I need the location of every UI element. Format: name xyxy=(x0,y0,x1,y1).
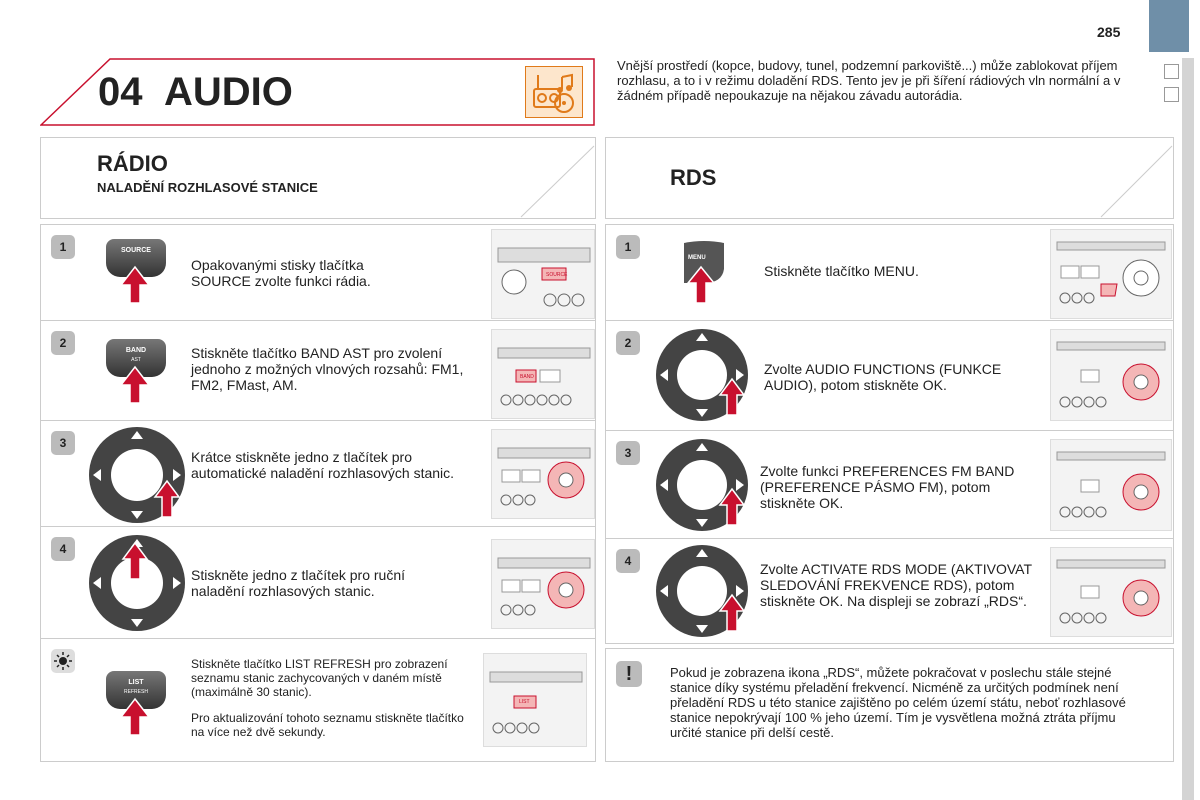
rds-step-3 xyxy=(605,430,1174,540)
step-badge: 1 xyxy=(51,235,75,259)
radio-header-panel xyxy=(40,137,596,219)
rds-step-2 xyxy=(605,320,1174,432)
corner-tab xyxy=(1149,0,1189,52)
press-arrow-icon xyxy=(686,265,716,305)
radio-panel-thumbnail xyxy=(483,653,587,747)
step-badge: 4 xyxy=(616,549,640,573)
step-text: Stiskněte tlačítko MENU. xyxy=(764,263,919,279)
step-text: Stiskněte jedno z tlačítek pro ruční naladění rozhlasových stanic. xyxy=(191,567,405,599)
nav-square-bottom xyxy=(1164,87,1179,102)
step-badge: 2 xyxy=(616,331,640,355)
step-text: Zvolte ACTIVATE RDS MODE (AKTIVOVAT SLEDOVÁNÍ FREKVENCE RDS), potom stiskněte OK. Na displeji se zobrazí „RDS“. xyxy=(760,561,1032,609)
tip-badge xyxy=(51,649,75,673)
chapter-number: 04 xyxy=(98,70,143,114)
radio-panel-thumbnail xyxy=(491,539,595,629)
radio-panel-thumbnail xyxy=(1050,439,1172,531)
warning-icon: ! xyxy=(616,661,642,687)
radio-tip xyxy=(40,638,596,762)
rds-title: RDS xyxy=(670,165,717,190)
thumb-source-label: SOURCE xyxy=(546,272,568,278)
sidebar-strip xyxy=(1182,58,1194,800)
sun-tip-icon xyxy=(51,649,75,673)
intro-paragraph: Vnější prostředí (kopce, budovy, tunel, podzemní parkoviště...) může zablokovat příjem rozhlasu, a to i v režimu doladění RDS. Tento jev je při šíření rádiových vln normální a v žádném případě nepoukazuje na nějakou závadu autorádia. xyxy=(617,58,1121,103)
press-arrow-icon xyxy=(718,593,746,633)
step-badge: 1 xyxy=(616,235,640,259)
radio-panel-thumbnail xyxy=(1050,547,1172,637)
source-button-label: SOURCE xyxy=(121,247,151,254)
press-arrow-icon xyxy=(119,365,151,405)
step-text: Krátce stiskněte jedno z tlačítek pro automatické naladění rozhlasových stanic. xyxy=(191,449,455,481)
tip-text-1: Stiskněte tlačítko LIST REFRESH pro zobrazení seznamu stanic zachycovaných v daném místě (maximálně 30 stanic). xyxy=(191,657,448,699)
radio-step-1 xyxy=(40,224,596,322)
rds-warning xyxy=(605,648,1174,762)
chapter-title: AUDIO xyxy=(164,70,293,114)
radio-panel-thumbnail xyxy=(1050,229,1172,319)
press-arrow-icon xyxy=(119,697,151,737)
radio-step-2 xyxy=(40,320,596,422)
rds-step-4 xyxy=(605,538,1174,644)
chapter-header xyxy=(40,58,595,126)
radio-panel-thumbnail xyxy=(491,229,595,319)
audio-chapter-icon xyxy=(525,66,583,118)
step-badge: 3 xyxy=(616,441,640,465)
press-arrow-icon xyxy=(121,541,149,581)
step-text: Opakovanými stisky tlačítka SOURCE zvolte funkci rádia. xyxy=(191,257,371,289)
rds-step-1 xyxy=(605,224,1174,322)
press-arrow-icon xyxy=(153,479,181,519)
nav-square-top xyxy=(1164,64,1179,79)
radio-panel-thumbnail xyxy=(491,429,595,519)
press-arrow-icon xyxy=(718,377,746,417)
thumb-band-label: BAND xyxy=(520,374,534,380)
step-badge: 4 xyxy=(51,537,75,561)
thumb-list-label: LIST xyxy=(519,699,530,705)
radio-step-4 xyxy=(40,526,596,640)
press-arrow-icon xyxy=(119,265,151,305)
step-text: Stiskněte tlačítko BAND AST pro zvolení jednoho z možných vlnových rozsahů: FM1, FM2, FMast, AM. xyxy=(191,345,464,393)
radio-title: RÁDIO xyxy=(97,151,168,176)
press-arrow-icon xyxy=(718,487,746,527)
radio-panel-thumbnail xyxy=(491,329,595,419)
step-badge: 2 xyxy=(51,331,75,355)
step-text: Zvolte funkci PREFERENCES FM BAND (PREFERENCE PÁSMO FM), potom stiskněte OK. xyxy=(760,463,1015,511)
radio-step-3 xyxy=(40,420,596,528)
step-badge: 3 xyxy=(51,431,75,455)
list-button-label: LIST xyxy=(128,679,144,686)
list-button-sub: REFRESH xyxy=(124,689,148,695)
warning-text: Pokud je zobrazena ikona „RDS“, můžete pokračovat v poslechu stále stejné stanice díky systému přeladění frekvencí. Nicméně za určitých podmínek není přeladění RDS u této stanice zajištěno po celém území státu, neboť rozhlasové stanice nepokrývají 100 % jeho území. Tím je vysvětlena možná ztráta příjmu určité stanice při delší cestě. xyxy=(670,665,1126,740)
radio-subtitle: NALADĚNÍ ROZHLASOVÉ STANICE xyxy=(97,180,318,195)
radio-panel-thumbnail xyxy=(1050,329,1172,421)
tip-text-2: Pro aktualizování tohoto seznamu stiskněte tlačítko na více než dvě sekundy. xyxy=(191,711,464,739)
band-button-sub: AST xyxy=(131,357,141,363)
page-number: 285 xyxy=(1097,24,1121,40)
menu-button-label: MENU xyxy=(688,255,706,261)
step-text: Zvolte AUDIO FUNCTIONS (FUNKCE AUDIO), potom stiskněte OK. xyxy=(764,361,1002,393)
band-button-label: BAND xyxy=(125,347,147,354)
